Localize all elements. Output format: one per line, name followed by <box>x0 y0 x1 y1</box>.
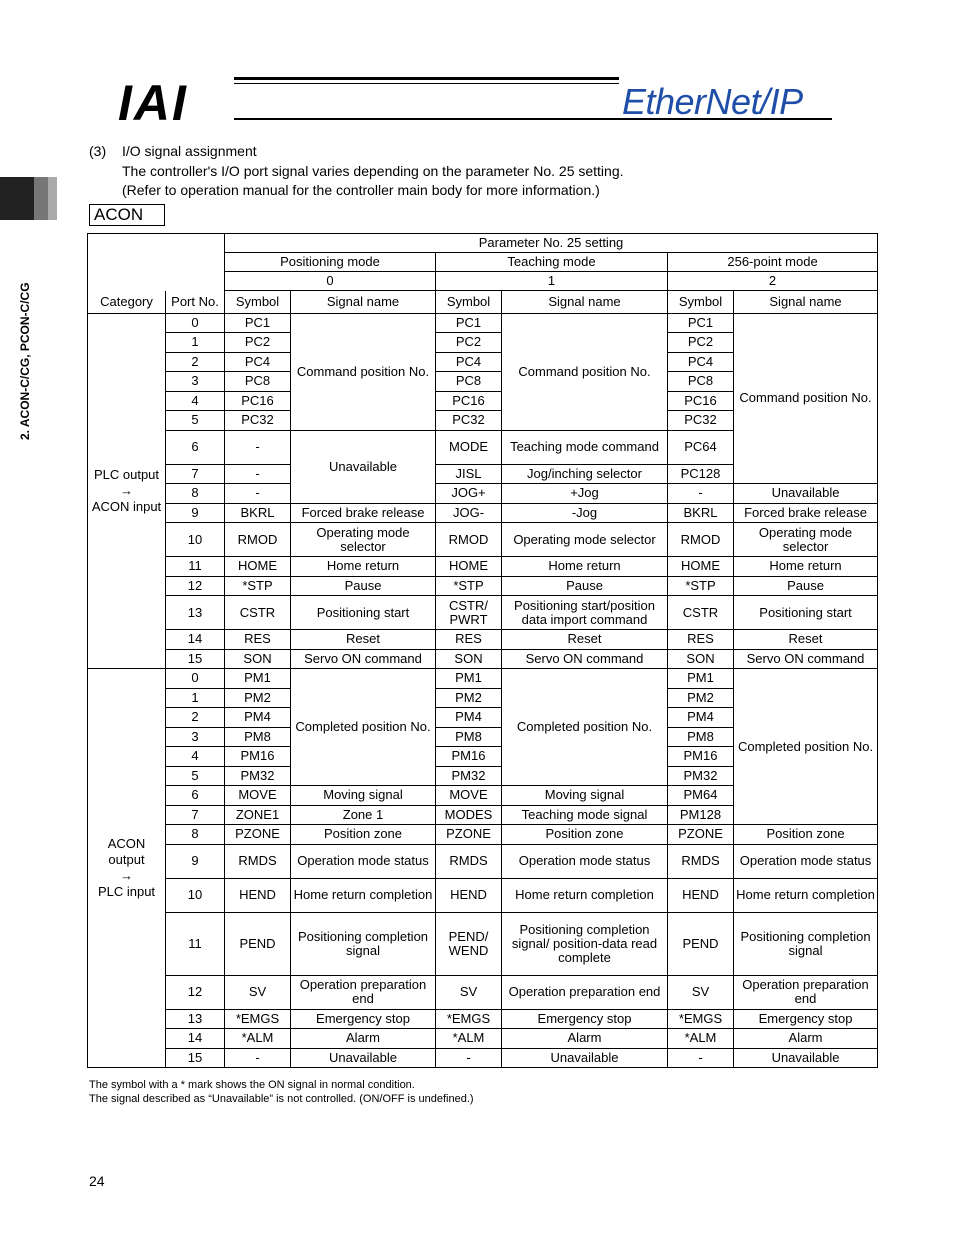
symbol-cell: RMDS <box>436 844 502 878</box>
port-number: 9 <box>166 503 225 523</box>
table-row <box>88 1048 878 1068</box>
table-row <box>88 523 878 557</box>
signal-name-cell: Pause <box>291 576 436 596</box>
table-row <box>88 503 878 523</box>
signal-name-cell: Reset <box>291 630 436 650</box>
signal-name-cell: Emergency stop <box>734 1009 878 1029</box>
signal-name-cell: Alarm <box>291 1029 436 1049</box>
symbol-cell: HOME <box>436 557 502 577</box>
signal-name-cell: Positioning completion signal/ position-data read complete <box>502 912 668 975</box>
signal-name-cell: Operation preparation end <box>734 975 878 1009</box>
symbol-cell: RES <box>225 630 291 650</box>
symbol-cell: MOVE <box>225 786 291 806</box>
mode-header: Positioning mode <box>225 253 436 272</box>
signal-name-cell: Operation preparation end <box>291 975 436 1009</box>
port-number: 3 <box>166 372 225 392</box>
symbol-cell: PC8 <box>668 372 734 392</box>
signal-name-cell: Positioning start/position data import command <box>502 596 668 630</box>
chapter-side-label: 2. ACON-C/CG, PCON-C/CG <box>18 282 32 440</box>
symbol-cell: PM1 <box>225 669 291 689</box>
signal-name-cell: Completed position No. <box>734 669 878 825</box>
table-row <box>88 878 878 912</box>
symbol-cell: CSTR <box>668 596 734 630</box>
signal-name-cell: Alarm <box>734 1029 878 1049</box>
symbol-cell: SON <box>225 649 291 669</box>
port-number: 9 <box>166 844 225 878</box>
symbol-cell: JOG- <box>436 503 502 523</box>
symbol-cell: PZONE <box>436 825 502 845</box>
port-number: 0 <box>166 669 225 689</box>
section-text-line: The controller's I/O port signal varies depending on the parameter No. 25 setting. <box>122 163 624 179</box>
symbol-cell: RES <box>668 630 734 650</box>
signal-name-cell: Operation mode status <box>291 844 436 878</box>
symbol-cell: PC2 <box>436 333 502 353</box>
port-number: 2 <box>166 708 225 728</box>
signal-name-cell: Positioning start <box>734 596 878 630</box>
table-row <box>88 669 878 689</box>
symbol-cell: - <box>225 464 291 484</box>
signal-name-cell: Operating mode selector <box>502 523 668 557</box>
footnote: The signal described as “Unavailable” is not controlled. (ON/OFF is undefined.) <box>89 1093 474 1105</box>
symbol-cell: PC16 <box>225 391 291 411</box>
table-row <box>88 576 878 596</box>
signal-name-cell: Unavailable <box>734 1048 878 1068</box>
section-text-line: (Refer to operation manual for the controller main body for more information.) <box>122 182 600 198</box>
signal-name-cell: Emergency stop <box>502 1009 668 1029</box>
signal-name-cell: Servo ON command <box>291 649 436 669</box>
category-line: → <box>120 482 133 498</box>
symbol-cell: MODES <box>436 805 502 825</box>
symbol-cell: PC1 <box>668 313 734 333</box>
signal-name-cell: Teaching mode command <box>502 430 668 464</box>
signal-name-cell: +Jog <box>502 484 668 504</box>
symbol-cell: PM16 <box>225 747 291 767</box>
port-number: 15 <box>166 1048 225 1068</box>
symbol-cell: *STP <box>668 576 734 596</box>
signal-name-cell: Reset <box>734 630 878 650</box>
mode-value: 0 <box>225 272 436 291</box>
symbol-cell: PM4 <box>225 708 291 728</box>
symbol-cell: JOG+ <box>436 484 502 504</box>
symbol-cell: PM32 <box>668 766 734 786</box>
signal-name-cell: Home return completion <box>502 878 668 912</box>
symbol-cell: RMDS <box>225 844 291 878</box>
port-number: 14 <box>166 1029 225 1049</box>
symbol-cell: - <box>668 1048 734 1068</box>
category-line: ACON <box>107 836 146 851</box>
symbol-cell: HEND <box>436 878 502 912</box>
symbol-cell: PC4 <box>436 352 502 372</box>
symbol-cell: PM2 <box>225 688 291 708</box>
signal-name-cell: Servo ON command <box>502 649 668 669</box>
column-header: Port No. <box>166 291 225 314</box>
symbol-cell: PM32 <box>225 766 291 786</box>
column-header: Signal name <box>291 291 436 314</box>
page-number: 24 <box>89 1173 105 1189</box>
symbol-cell: *EMGS <box>225 1009 291 1029</box>
header-blank <box>88 234 225 291</box>
port-number: 6 <box>166 430 225 464</box>
symbol-cell: PZONE <box>668 825 734 845</box>
symbol-cell: PM128 <box>668 805 734 825</box>
section-heading <box>89 143 257 159</box>
chapter-tab-light <box>48 177 57 220</box>
mode-value: 2 <box>668 272 878 291</box>
signal-name-cell: Pause <box>502 576 668 596</box>
port-number: 11 <box>166 557 225 577</box>
symbol-cell: RMOD <box>436 523 502 557</box>
signal-name-cell: Forced brake release <box>734 503 878 523</box>
section-number: (3) <box>89 143 107 159</box>
port-number: 10 <box>166 523 225 557</box>
symbol-cell: PM4 <box>668 708 734 728</box>
signal-name-cell: Operation preparation end <box>502 975 668 1009</box>
signal-name-cell: Home return <box>502 557 668 577</box>
symbol-cell: *STP <box>436 576 502 596</box>
symbol-cell: *EMGS <box>668 1009 734 1029</box>
footnote: The symbol with a * mark shows the ON signal in normal condition. <box>89 1079 415 1091</box>
column-header: Symbol <box>225 291 291 314</box>
symbol-cell: - <box>225 1048 291 1068</box>
table-row <box>88 313 878 333</box>
port-number: 1 <box>166 333 225 353</box>
category-cell <box>88 313 166 669</box>
symbol-cell: PC32 <box>436 411 502 431</box>
signal-name-cell: Emergency stop <box>291 1009 436 1029</box>
signal-name-cell: Command position No. <box>502 313 668 430</box>
table-row <box>88 484 878 504</box>
signal-name-cell: Operation mode status <box>734 844 878 878</box>
signal-name-cell: Command position No. <box>291 313 436 430</box>
table-row <box>88 649 878 669</box>
table-row <box>88 557 878 577</box>
param-header: Parameter No. 25 setting <box>225 234 878 253</box>
logo-rule-top-thin <box>234 83 619 84</box>
signal-name-cell: Home return completion <box>291 878 436 912</box>
symbol-cell: - <box>225 430 291 464</box>
symbol-cell: PM1 <box>436 669 502 689</box>
symbol-cell: HOME <box>225 557 291 577</box>
port-number: 12 <box>166 576 225 596</box>
header-row-columns <box>88 291 878 314</box>
port-number: 10 <box>166 878 225 912</box>
port-number: 15 <box>166 649 225 669</box>
symbol-cell: BKRL <box>668 503 734 523</box>
io-signal-table <box>87 233 878 1068</box>
symbol-cell: PEND <box>668 912 734 975</box>
symbol-cell: PM64 <box>668 786 734 806</box>
port-number: 14 <box>166 630 225 650</box>
symbol-cell: SV <box>436 975 502 1009</box>
symbol-cell: PM1 <box>668 669 734 689</box>
table-row <box>88 630 878 650</box>
symbol-cell: PC16 <box>436 391 502 411</box>
symbol-cell: PC32 <box>668 411 734 431</box>
signal-name-cell: Completed position No. <box>291 669 436 786</box>
symbol-cell: PC8 <box>225 372 291 392</box>
signal-name-cell: Home return completion <box>734 878 878 912</box>
symbol-cell: - <box>225 484 291 504</box>
symbol-cell: CSTR/ PWRT <box>436 596 502 630</box>
signal-name-cell: Positioning completion signal <box>734 912 878 975</box>
category-cell <box>88 669 166 1068</box>
port-number: 7 <box>166 464 225 484</box>
signal-name-cell: Operation mode status <box>502 844 668 878</box>
port-number: 11 <box>166 912 225 975</box>
symbol-cell: MOVE <box>436 786 502 806</box>
port-number: 4 <box>166 391 225 411</box>
section-title: I/O signal assignment <box>122 143 257 159</box>
logo-rule-top <box>234 77 619 80</box>
symbol-cell: PC2 <box>225 333 291 353</box>
symbol-cell: PC4 <box>225 352 291 372</box>
symbol-cell: PM8 <box>668 727 734 747</box>
port-number: 8 <box>166 825 225 845</box>
table-row <box>88 975 878 1009</box>
column-header: Symbol <box>668 291 734 314</box>
signal-name-cell: Unavailable <box>734 484 878 504</box>
symbol-cell: HEND <box>668 878 734 912</box>
port-number: 6 <box>166 786 225 806</box>
signal-name-cell: Reset <box>502 630 668 650</box>
signal-name-cell: Home return <box>734 557 878 577</box>
signal-name-cell: Servo ON command <box>734 649 878 669</box>
symbol-cell: PEND <box>225 912 291 975</box>
symbol-cell: PM32 <box>436 766 502 786</box>
category-line: ACON input <box>91 498 162 514</box>
category-line: PLC output <box>93 466 160 482</box>
table-row <box>88 596 878 630</box>
product-logo-text: EtherNet/IP <box>622 81 803 122</box>
table-row <box>88 825 878 845</box>
header-row-param <box>88 234 878 253</box>
port-number: 2 <box>166 352 225 372</box>
table-row <box>88 844 878 878</box>
table-row <box>88 1009 878 1029</box>
symbol-cell: PC4 <box>668 352 734 372</box>
column-header: Category <box>88 291 166 314</box>
symbol-cell: - <box>668 484 734 504</box>
signal-name-cell: Unavailable <box>291 430 436 503</box>
symbol-cell: RMOD <box>668 523 734 557</box>
category-line: PLC input <box>97 884 156 899</box>
port-number: 4 <box>166 747 225 767</box>
symbol-cell: SON <box>436 649 502 669</box>
port-number: 5 <box>166 411 225 431</box>
signal-name-cell: Positioning start <box>291 596 436 630</box>
column-header: Signal name <box>502 291 668 314</box>
signal-name-cell: -Jog <box>502 503 668 523</box>
port-number: 3 <box>166 727 225 747</box>
chapter-tab-mid <box>34 177 48 220</box>
symbol-cell: PEND/ WEND <box>436 912 502 975</box>
symbol-cell: RES <box>436 630 502 650</box>
acon-box-label: ACON <box>89 204 165 226</box>
symbol-cell: BKRL <box>225 503 291 523</box>
symbol-cell: - <box>436 1048 502 1068</box>
symbol-cell: HEND <box>225 878 291 912</box>
symbol-cell: SON <box>668 649 734 669</box>
symbol-cell: PZONE <box>225 825 291 845</box>
port-number: 1 <box>166 688 225 708</box>
signal-name-cell: Position zone <box>291 825 436 845</box>
symbol-cell: PC128 <box>668 464 734 484</box>
symbol-cell: ZONE1 <box>225 805 291 825</box>
signal-name-cell: Pause <box>734 576 878 596</box>
chapter-tab-dark <box>0 177 34 220</box>
signal-name-cell: Zone 1 <box>291 805 436 825</box>
symbol-cell: JISL <box>436 464 502 484</box>
symbol-cell: PC8 <box>436 372 502 392</box>
symbol-cell: PM16 <box>436 747 502 767</box>
signal-name-cell: Completed position No. <box>502 669 668 786</box>
symbol-cell: PM8 <box>225 727 291 747</box>
signal-name-cell: Moving signal <box>502 786 668 806</box>
symbol-cell: *ALM <box>668 1029 734 1049</box>
category-line: output <box>108 852 145 867</box>
mode-header: 256-point mode <box>668 253 878 272</box>
signal-name-cell: Unavailable <box>291 1048 436 1068</box>
port-number: 13 <box>166 596 225 630</box>
mode-header: Teaching mode <box>436 253 668 272</box>
category-line: → <box>120 868 133 883</box>
signal-name-cell: Alarm <box>502 1029 668 1049</box>
symbol-cell: PC32 <box>225 411 291 431</box>
symbol-cell: RMDS <box>668 844 734 878</box>
signal-name-cell: Command position No. <box>734 313 878 484</box>
symbol-cell: PM2 <box>668 688 734 708</box>
symbol-cell: SV <box>225 975 291 1009</box>
signal-name-cell: Position zone <box>502 825 668 845</box>
signal-name-cell: Unavailable <box>502 1048 668 1068</box>
port-number: 13 <box>166 1009 225 1029</box>
symbol-cell: PM4 <box>436 708 502 728</box>
symbol-cell: PC1 <box>225 313 291 333</box>
symbol-cell: RMOD <box>225 523 291 557</box>
table-row <box>88 1029 878 1049</box>
symbol-cell: *ALM <box>436 1029 502 1049</box>
symbol-cell: *ALM <box>225 1029 291 1049</box>
port-number: 7 <box>166 805 225 825</box>
table-row <box>88 912 878 975</box>
port-number: 5 <box>166 766 225 786</box>
port-number: 0 <box>166 313 225 333</box>
mode-value: 1 <box>436 272 668 291</box>
port-number: 8 <box>166 484 225 504</box>
column-header: Signal name <box>734 291 878 314</box>
symbol-cell: PC16 <box>668 391 734 411</box>
column-header: Symbol <box>436 291 502 314</box>
signal-name-cell: Positioning completion signal <box>291 912 436 975</box>
symbol-cell: PC1 <box>436 313 502 333</box>
signal-name-cell: Home return <box>291 557 436 577</box>
symbol-cell: MODE <box>436 430 502 464</box>
signal-name-cell: Jog/inching selector <box>502 464 668 484</box>
symbol-cell: SV <box>668 975 734 1009</box>
symbol-cell: PM16 <box>668 747 734 767</box>
signal-name-cell: Teaching mode signal <box>502 805 668 825</box>
symbol-cell: PC64 <box>668 430 734 464</box>
symbol-cell: PC2 <box>668 333 734 353</box>
signal-name-cell: Moving signal <box>291 786 436 806</box>
symbol-cell: CSTR <box>225 596 291 630</box>
symbol-cell: HOME <box>668 557 734 577</box>
symbol-cell: *STP <box>225 576 291 596</box>
signal-name-cell: Forced brake release <box>291 503 436 523</box>
port-number: 12 <box>166 975 225 1009</box>
signal-name-cell: Operating mode selector <box>734 523 878 557</box>
symbol-cell: PM2 <box>436 688 502 708</box>
symbol-cell: PM8 <box>436 727 502 747</box>
brand-logo-text: IAI <box>118 75 188 131</box>
signal-name-cell: Operating mode selector <box>291 523 436 557</box>
symbol-cell: *EMGS <box>436 1009 502 1029</box>
signal-name-cell: Position zone <box>734 825 878 845</box>
